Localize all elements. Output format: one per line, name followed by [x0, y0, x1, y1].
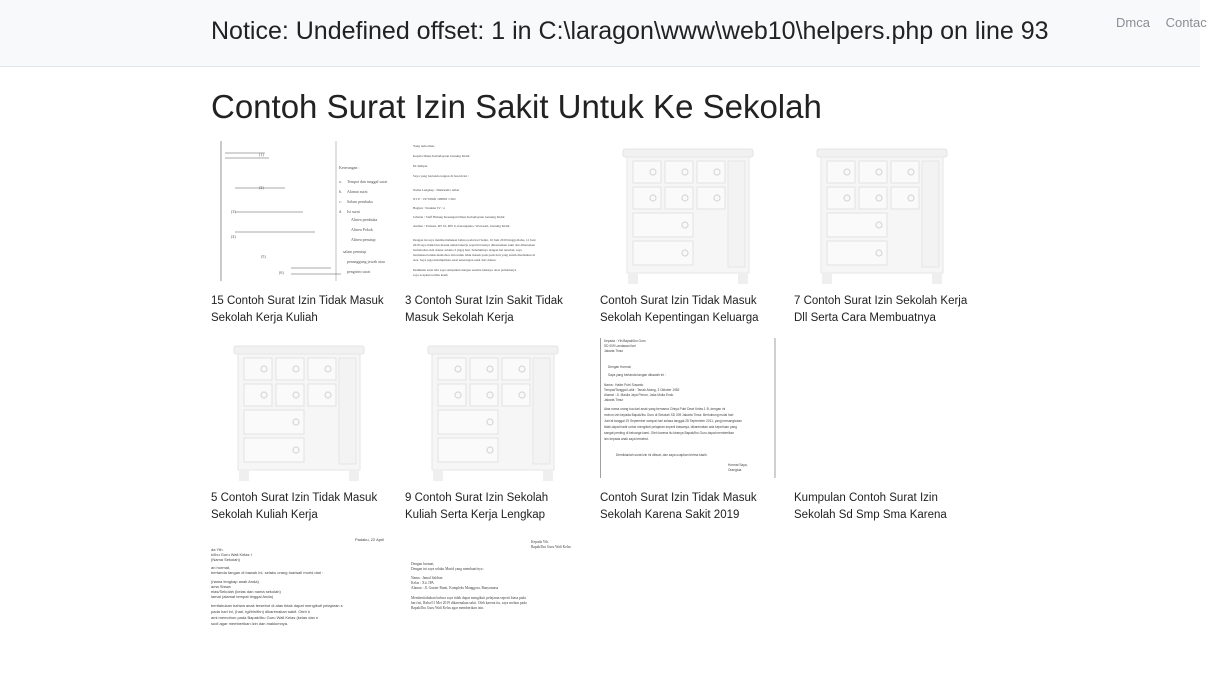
card-caption-link[interactable]: 7 Contoh Surat Izin Sekolah Kerja Dll Serta Cara Membuatnya: [794, 295, 968, 324]
form-label: Alinea Pokok: [351, 227, 373, 232]
thumbnail-text-line: Kepada Yth.: [531, 540, 550, 544]
page-title: Contoh Surat Izin Sakit Untuk Ke Sekolah: [211, 88, 822, 125]
thumbnail-text-line: tidak dapat hadir untuk mengikuti pelajaran seperti biasanya, dikarenakan ada keperluan yang: [604, 425, 737, 429]
thumbnail-text-line: Jum'at tanggal 19 September sampai hari selasa tanggal 28 September 2011, yang bersangkutan: [604, 419, 742, 423]
card-caption-link[interactable]: Contoh Surat Izin Tidak Masuk Sekolah Kepentingan Keluarga: [600, 295, 759, 324]
form-label: a.: [339, 179, 342, 184]
card-caption-link[interactable]: 5 Contoh Surat Izin Tidak Masuk Sekolah Kuliah Kerja: [211, 492, 378, 521]
thumbnail-text-line: Hormat Saya,: [728, 463, 748, 467]
thumbnail-text-line: Di Tempat: [413, 164, 428, 168]
gallery-card[interactable]: [600, 141, 778, 327]
dresser-icon: [817, 149, 947, 284]
form-label: Alamat surat: [347, 189, 368, 194]
thumbnail-text-line: bertanda tangan di bawah ini, selaku orang tua/wali murid dari :: [211, 570, 324, 575]
thumbnail-text-line: Padaku, 22 April: [355, 537, 385, 542]
thumbnail-text-line: Kelas : Xii. IPA: [411, 581, 434, 585]
gallery-card[interactable]: [600, 338, 778, 524]
form-label: (4): [231, 234, 236, 239]
card-caption-link[interactable]: 15 Contoh Surat Izin Tidak Masuk Sekolah Kerja Kuliah: [211, 295, 384, 324]
thumbnail-text-line: Tempat/Tanggal Lahir : Tanah Abang, 3 Oktober 1982: [604, 388, 680, 392]
thumbnail-text-line: da Yth.: [211, 547, 224, 552]
form-label: Isi surat: [347, 209, 360, 214]
card-caption-link[interactable]: Contoh Surat Izin Tidak Masuk Sekolah Karena Sakit 2019: [600, 492, 757, 521]
nav-link-dmca[interactable]: Dmca: [1116, 15, 1150, 30]
thumbnail-text-line: an hormat,: [211, 565, 231, 570]
thumbnail-text-line: Saya yang bertanda tangan dibawah ini :: [608, 373, 666, 377]
nav-links: [1116, 15, 1219, 30]
form-label: Alinea pembuka: [351, 217, 378, 222]
thumbnail-text-line: hari ini, Rabu 01 Mei 2019 dikarenakan sakit. Oleh karena itu, saya mohon pada: [411, 601, 527, 605]
gallery-card[interactable]: [211, 535, 389, 679]
dresser-icon: [623, 149, 753, 284]
thumbnail-text-line: Bapak/Ibu Guru Wali Kelas: [531, 545, 571, 549]
thumbnail-text-line: Jabatan : Staff Bidang Keuangan Dinas Kebudayaan Gunung Kidul: [413, 215, 505, 219]
thumbnail-text-line: beritahukan bahwa anak tersebut di atas tidak dapat mengikuti pelajaran s: [211, 603, 343, 608]
gallery-card[interactable]: [405, 141, 583, 327]
thumbnail-text-line: (Nama Sekolah): [211, 557, 240, 562]
thumbnail-text-line: Kepada : Yth.Bapak/Ibu Guru: [604, 339, 646, 343]
thumbnail-image[interactable]: [600, 338, 776, 482]
thumbnail-text-line: N I P : 19710820 199803 1 002: [413, 197, 456, 201]
thumbnail-text-line: Dengan Hormat,: [608, 365, 632, 369]
form-label: d.: [339, 209, 342, 214]
thumbnail-text-line: lamat (alamat tempat tinggal Anda): [211, 594, 274, 599]
form-label: Salam pembuka: [347, 199, 373, 204]
form-label: (3): [231, 209, 236, 214]
top-navbar: [0, 0, 1207, 67]
form-label: c.: [339, 199, 342, 204]
form-label: (1): [259, 152, 264, 157]
dresser-icon: [428, 346, 558, 481]
thumbnail-text-line: Jakarta Timur: [604, 398, 624, 402]
thumbnail-image[interactable]: [405, 535, 581, 679]
thumbnail-text-line: Nama : Halim Putri Susanto: [604, 383, 644, 387]
thumbnail-image[interactable]: [794, 141, 970, 285]
thumbnail-image[interactable]: [405, 338, 581, 482]
form-label: b.: [339, 189, 342, 194]
gallery-card[interactable]: [211, 338, 389, 524]
thumbnail-text-line: Bagian : Struktur IV / a: [413, 206, 445, 210]
thumbnail-text-line: bermaksud untuk memohon izin untuk tidak masuk pada pada hari yang sudah disebutkan di: [413, 253, 536, 257]
thumbnail-text-line: Alamat : Jl. Maulia Jaya Perum, Jaka Mulia Endo: [604, 393, 674, 397]
form-label: (5): [261, 254, 266, 259]
form-label: pengirim surat: [347, 269, 371, 274]
thumbnail-text-line: 2019 saya tidak bisa masuk untuk bekerja seperti biasanya dikarenakan sakit dan diharuskan: [413, 243, 535, 247]
form-label: Tempat dan tanggal surat: [347, 179, 388, 184]
thumbnail-text-line: atas. Saya juga melampirkan surat keterangan sakit dari dokter.: [413, 258, 497, 262]
thumbnail-text-line: Saya yang bertanda tangan di bawah ini :: [413, 174, 469, 178]
thumbnail-text-line: sudi agar memberikan izin dan maklumnya.: [211, 621, 289, 626]
thumbnail-image[interactable]: [211, 338, 387, 482]
form-label: penanggung jawab atau: [347, 259, 385, 264]
thumbnail-text-line: ami memohon pada Bapak/Ibu Guru Wali Kelas (kelas dan n: [211, 615, 319, 620]
gallery-card[interactable]: [405, 535, 583, 679]
thumbnail-image[interactable]: [600, 141, 776, 285]
thumbnail-text-line: Kepala Dinas Kebudayaan Gunung Kidul: [413, 154, 470, 158]
thumbnail-text-line: Atas nama orang tua dari anak yang bernama Cintya Putri Dewi Kelas 1 B, dengan ini: [604, 407, 726, 411]
thumbnail-text-line: Bapak/Ibu Guru Wali Kelas agar memberikan izin.: [411, 606, 484, 610]
thumbnail-image[interactable]: [211, 535, 387, 679]
form-label: Keterangan :: [339, 165, 360, 170]
thumbnail-text-line: Alamat : Talasari, RT 01, RW 6, Karangsuko, Wonosari, Gunung Kidul: [413, 224, 510, 228]
nav-link-contact[interactable]: Contac: [1165, 15, 1207, 30]
form-label: (6): [279, 270, 284, 275]
thumbnail-text-line: Dengan hormat,: [411, 562, 435, 566]
thumbnail-text-line: Dengan ini saya selaku Murid yang membuat/nya :: [411, 567, 485, 571]
thumbnail-text-line: beristirahat oleh dokter selama 3 (tiga) hari. Sebelumnya dengan hal tersebut, saya: [413, 248, 522, 252]
thumbnail-text-line: izin kepada anak saya tersebut.: [604, 437, 649, 441]
thumbnail-text-line: mohon izin kepada Bapak/Ibu Guru di Sekolah SD 009 Jakarta Timur. Berhubung mulai hari: [604, 413, 734, 417]
thumbnail-text-line: Demikianlah surat izin ini dibuat, dan saya ucapkan terima kasih.: [616, 453, 708, 457]
thumbnail-text-line: ama Siswa: [211, 584, 231, 589]
php-notice: Notice: Undefined offset: 1 in C:\laragon\www\web10\helpers.php on line 93: [211, 17, 1049, 45]
thumbnail-text-line: Nama Lengkap : Damarullo Albar: [413, 188, 460, 192]
card-caption-link[interactable]: 3 Contoh Surat Izin Sakit Tidak Masuk Sekolah Kerja: [405, 295, 563, 324]
thumbnail-text-line: Alamat : Jl. Gunter Bunti, Kompleks Manggora, Banyumasa: [411, 586, 499, 590]
thumbnail-text-line: Orangtua: [728, 468, 742, 472]
thumbnail-text-line: SD 009 Landasan Ilari: [604, 344, 636, 348]
card-caption-link[interactable]: 9 Contoh Surat Izin Sekolah Kuliah Serta Kerja Lengkap: [405, 492, 549, 521]
dresser-icon: [234, 346, 364, 481]
thumbnail-text-line: sangat penting di keluarga kami. Oleh karena itu kiranya Bapak/Ibu Guru dapat memberikan: [604, 431, 735, 435]
thumbnail-text-line: pada hari ini, (hari, tgl/bln/thn) dikarenakan sakit. Oleh k: [211, 609, 310, 614]
form-label: (2): [259, 185, 264, 190]
form-letter-diagram: [221, 141, 388, 281]
gallery-card[interactable]: [794, 141, 972, 327]
thumbnail-text-line: k/Ibu Guru Wali Kelas I: [211, 552, 252, 557]
form-label: Alinea penutup: [351, 237, 376, 242]
thumbnail-text-line: Yang terhormat,: [413, 144, 435, 148]
thumbnail-text-line: Memberitahukan bahwa saya tidak dapat mengikuti pelajaran seperti biasa pada: [411, 596, 526, 600]
thumbnail-text-line: elas/Sekolah (kelas dan nama sekolah): [211, 589, 281, 594]
thumbnail-text-line: Dengan ini saya memberitahukan bahwa pada hari Senin, 10 Juni 2019 hingga Rabu, 12 Juni: [413, 238, 536, 242]
thumbnail-image[interactable]: [211, 141, 387, 285]
thumbnail-image[interactable]: [405, 141, 581, 285]
thumbnail-text-line: (nama lengkap anak Anda): [211, 579, 259, 584]
thumbnail-text-line: Nama : Jamal Saldian: [411, 576, 443, 580]
card-caption-link[interactable]: Kumpulan Contoh Surat Izin Sekolah Sd Smp Sma Karena: [794, 492, 947, 521]
thumbnail-image[interactable]: [794, 338, 970, 482]
gallery-card[interactable]: [405, 338, 583, 524]
form-label: salam penutup: [343, 249, 367, 254]
thumbnail-text-line: Demikian surat izin saya sampaikan dengan sesama baiknya. Atas perhatianya: [413, 268, 517, 272]
gallery-card[interactable]: [211, 141, 389, 327]
thumbnail-text-line: saya ucapkan terima kasih: [413, 273, 448, 277]
thumbnail-text-line: Jakarta Timur: [604, 349, 624, 353]
gallery-card[interactable]: [794, 338, 972, 524]
